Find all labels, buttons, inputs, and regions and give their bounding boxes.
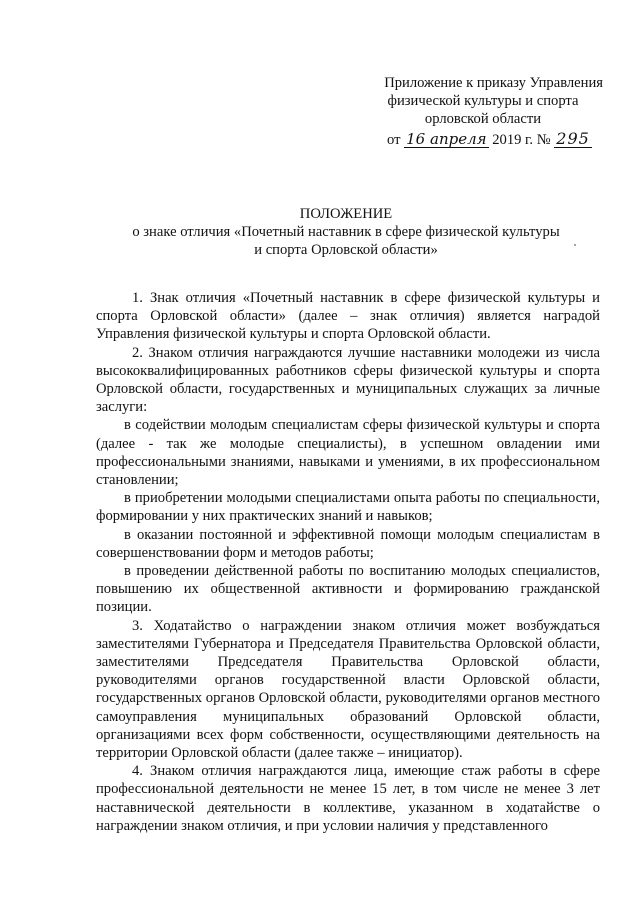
paragraph-5: в оказании постоянной и эффективной помощи молодым специалистам в совершенствовании форм и методов работы; [96, 526, 600, 561]
date-year: 2019 г. № [492, 131, 551, 148]
title-line-2: о знаке отличия «Почетный наставник в сфере физической культуры [132, 224, 560, 241]
scan-speck [574, 244, 576, 246]
appendix-header [355, 74, 603, 149]
appendix-line-2: физической культуры и спорта [387, 93, 579, 110]
title-line-3: и спорта Орловской области» [254, 242, 438, 259]
appendix-line-1: Приложение к приказу Управления [384, 75, 603, 91]
paragraph-7: 3. Ходатайство о награждении знаком отличия может возбуждаться заместителями Губернатора и Председателя Правительства Орловской области, заместителями Председателя Правительства Орловской области, руководителями органов государственной власти Орловской области, государственных органов Орловской области, руководителями органов местного самоуправления муниципальных образований Орловской области, организациями всех форм собственности, осуществляющими деятельность на территории Орловской области (далее также – инициатор). [96, 617, 600, 762]
appendix-line-3: орловской области [424, 111, 542, 128]
paragraph-8: 4. Знаком отличия награждаются лица, имеющие стаж работы в сфере профессиональной деятельности не менее 15 лет, в том числе не менее 3 лет наставнической деятельности в коллективе, указанном в ходатайстве о награждении знаком отличия, и при условии наличия у представленного [96, 763, 600, 834]
handwritten-order-number: 295 [556, 128, 590, 148]
handwritten-date: 16 апреля [406, 129, 487, 148]
document-title [96, 205, 596, 260]
paragraph-2: 2. Знаком отличия награждаются лучшие наставники молодежи из числа высококвалифицированных работников сферы физической культуры и спорта Орловской области, государственных и муниципальных служащих за личные заслуги: [96, 344, 600, 416]
paragraph-1: 1. Знак отличия «Почетный наставник в сфере физической культуры и спорта Орловской области» (далее – знак отличия) является наградой Управления физической культуры и спорта Орловской области. [96, 290, 600, 343]
title-heading: ПОЛОЖЕНИЕ [299, 206, 393, 222]
paragraph-6: в проведении действенной работы по воспитанию молодых специалистов, повышению их общественной активности и формированию гражданской позиции. [96, 563, 600, 616]
date-prefix: от [387, 131, 401, 148]
appendix-date-line [355, 128, 603, 149]
document-body [96, 289, 600, 835]
paragraph-3: в содействии молодым специалистам сферы физической культуры и спорта (далее - так же молодые специалисты), в успешном овладении ими профессиональными знаниями, навыками и умениями, в их профессиональном становлении; [96, 417, 600, 489]
paragraph-4: в приобретении молодыми специалистами опыта работы по специальности, формировании у них практических знаний и навыков; [96, 490, 600, 525]
